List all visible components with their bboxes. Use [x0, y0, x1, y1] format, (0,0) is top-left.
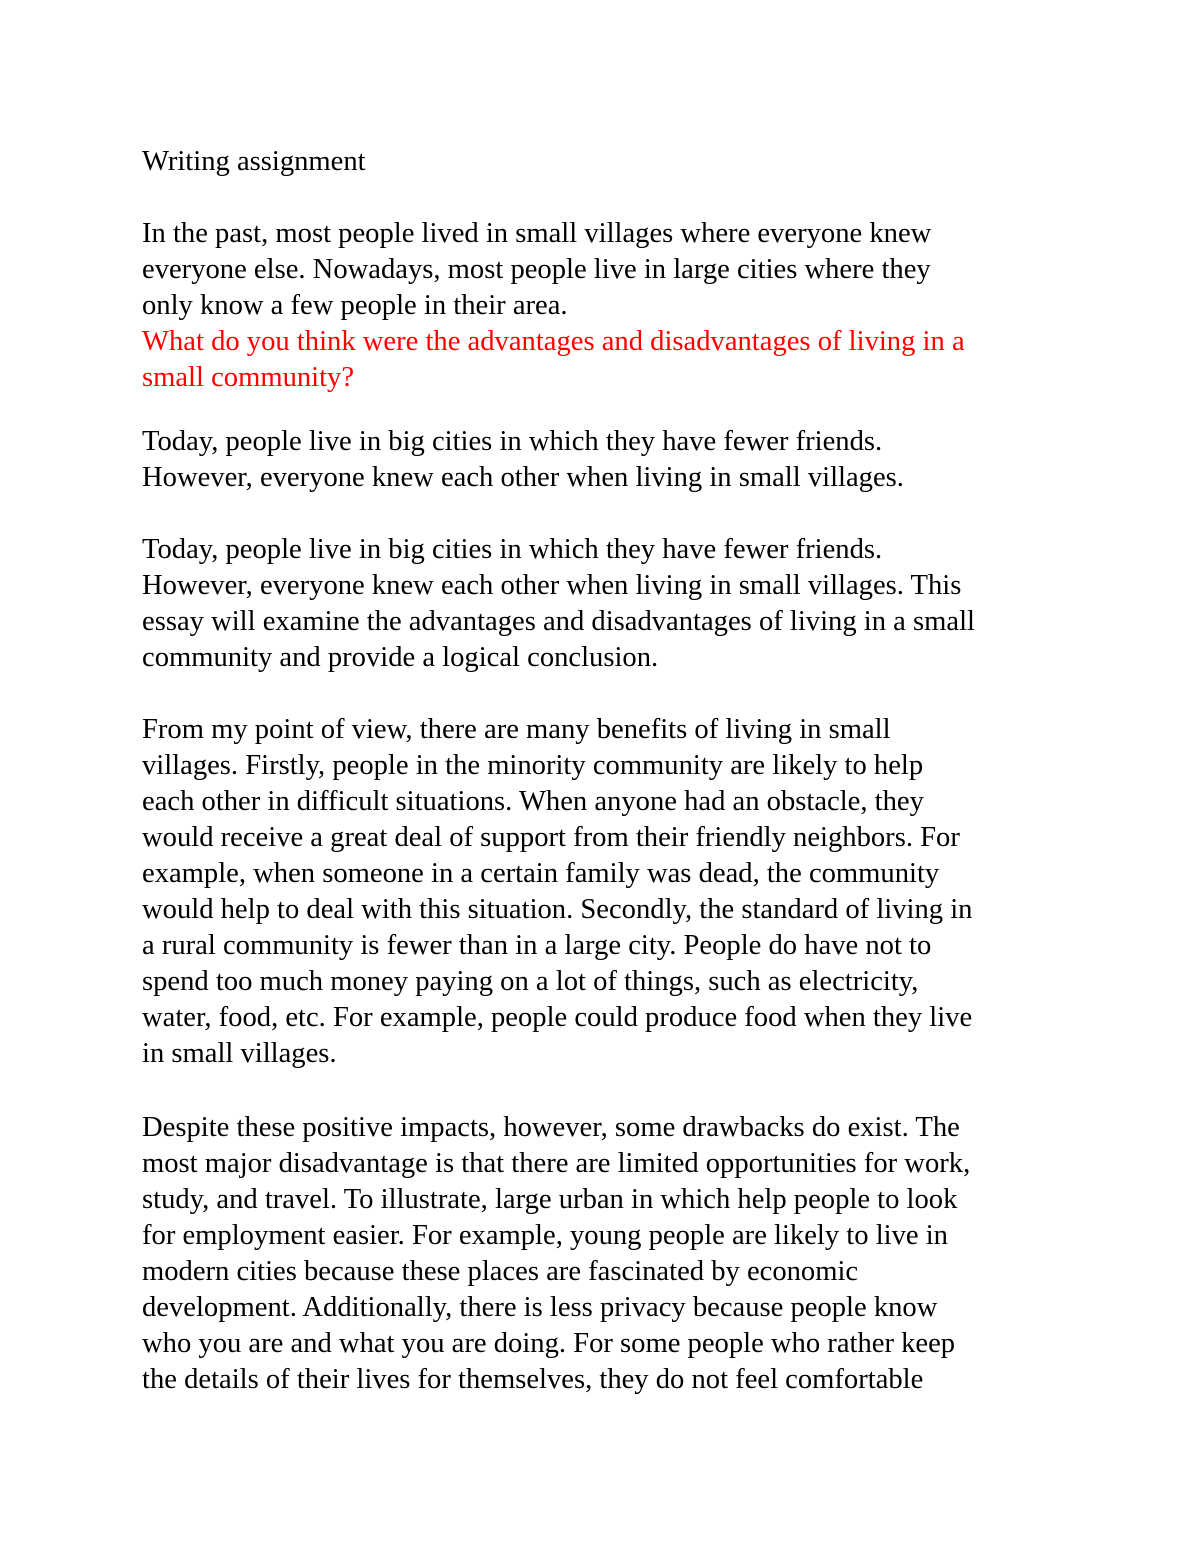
paragraph-line: study, and travel. To illustrate, large urban in which help people to look: [142, 1184, 958, 1215]
paragraph-line: Today, people live in big cities in which they have fewer friends.: [142, 426, 883, 457]
paragraph-line: modern cities because these places are fascinated by economic: [142, 1256, 859, 1287]
paragraph-4: [142, 1110, 1072, 1398]
paragraph-line: community and provide a logical conclusion.: [142, 642, 659, 673]
title-line: Writing assignment: [142, 146, 366, 177]
paragraph-line: Despite these positive impacts, however, some drawbacks do exist. The: [142, 1112, 960, 1143]
prompt-paragraph: [142, 216, 1072, 396]
paragraph-line: example, when someone in a certain family was dead, the community: [142, 858, 940, 889]
paragraph-line: However, everyone knew each other when living in small villages. This: [142, 570, 962, 601]
paragraph-line: spend too much money paying on a lot of things, such as electricity,: [142, 966, 919, 997]
prompt-line: In the past, most people lived in small villages where everyone knew: [142, 218, 932, 249]
paragraph-line: who you are and what you are doing. For some people who rather keep: [142, 1328, 956, 1359]
paragraph-line: would receive a great deal of support from their friendly neighbors. For: [142, 822, 960, 853]
paragraph-line: Today, people live in big cities in which they have fewer friends.: [142, 534, 883, 565]
question-line: What do you think were the advantages and disadvantages of living in a: [142, 326, 965, 357]
paragraph-line: a rural community is fewer than in a large city. People do have not to: [142, 930, 932, 961]
paragraph-line: development. Additionally, there is less privacy because people know: [142, 1292, 938, 1323]
paragraph-line: each other in difficult situations. When anyone had an obstacle, they: [142, 786, 924, 817]
prompt-line: everyone else. Nowadays, most people live in large cities where they: [142, 254, 931, 285]
paragraph-3: [142, 712, 1072, 1072]
paragraph-line: From my point of view, there are many benefits of living in small: [142, 714, 891, 745]
prompt-line: only know a few people in their area.: [142, 290, 568, 321]
paragraph-line: water, food, etc. For example, people could produce food when they live: [142, 1002, 973, 1033]
paragraph-1: [142, 424, 1072, 496]
paragraph-line: essay will examine the advantages and disadvantages of living in a small: [142, 606, 975, 637]
paragraph-line: most major disadvantage is that there are limited opportunities for work,: [142, 1148, 971, 1179]
paragraph-line: for employment easier. For example, young people are likely to live in: [142, 1220, 948, 1251]
paragraph-line: would help to deal with this situation. Secondly, the standard of living in: [142, 894, 973, 925]
paragraph-line: the details of their lives for themselves, they do not feel comfortable: [142, 1364, 924, 1395]
paragraph-2: [142, 532, 1072, 676]
document-title: [142, 144, 1072, 180]
paragraph-line: in small villages.: [142, 1038, 337, 1069]
question-line: small community?: [142, 362, 355, 393]
paragraph-line: villages. Firstly, people in the minority community are likely to help: [142, 750, 924, 781]
paragraph-line: However, everyone knew each other when living in small villages.: [142, 462, 904, 493]
